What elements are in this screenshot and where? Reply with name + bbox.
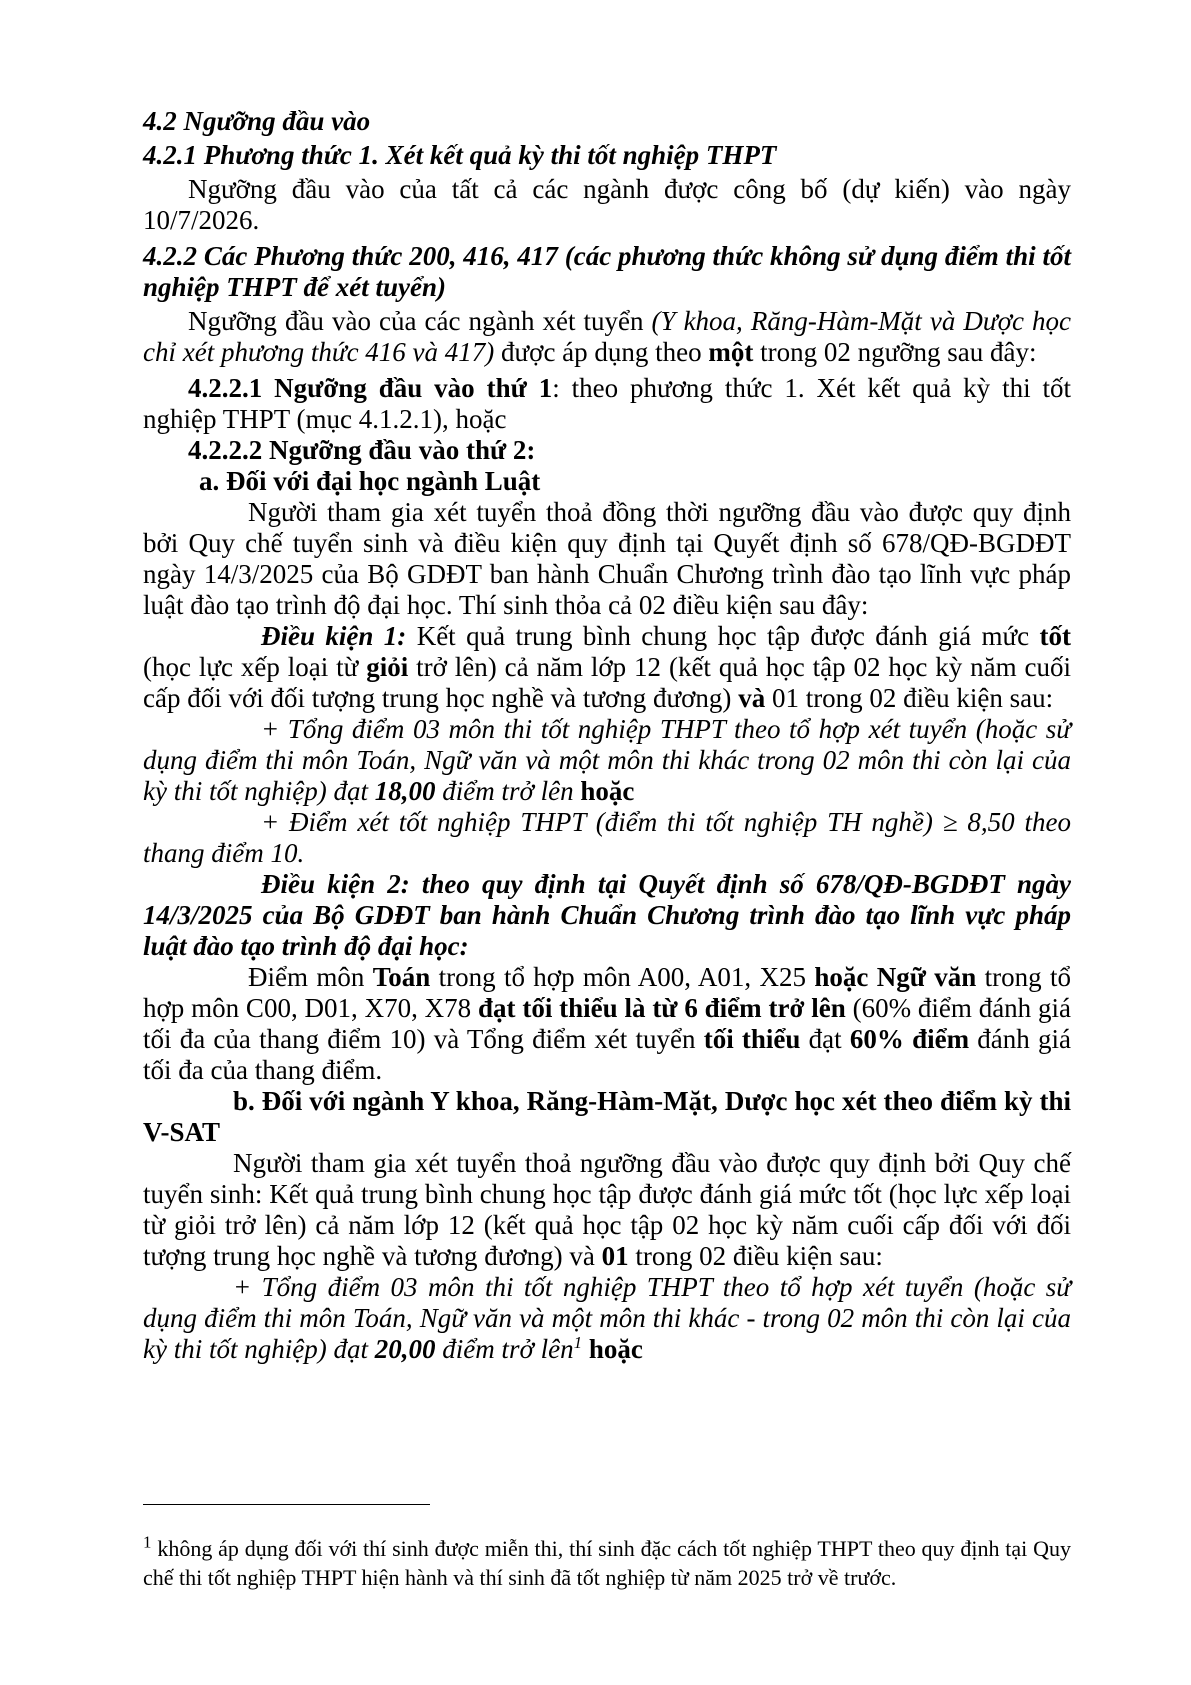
text-run: Ngưỡng đầu vào của các ngành xét tuyển bbox=[188, 306, 652, 336]
condition-1-bullet-1 bbox=[143, 714, 1071, 807]
bold-run: Toán bbox=[372, 962, 431, 992]
text-run: 01 trong 02 điều kiện sau: bbox=[765, 683, 1054, 713]
bold-run: 18,00 bbox=[374, 776, 436, 806]
bold-run: hoặc Ngữ văn bbox=[814, 962, 977, 992]
condition-2: Điều kiện 2: theo quy định tại Quyết định số 678/QĐ-BGDĐT ngày 14/3/2025 của Bộ GDĐT ban hành Chuẩn Chương trình đào tạo lĩnh vực pháp luật đào tạo trình độ đại học: bbox=[143, 869, 1071, 961]
document-page bbox=[143, 106, 1071, 1365]
text-run: trong 02 ngưỡng sau đây: bbox=[753, 337, 1037, 367]
footnote-text: không áp dụng đối với thí sinh được miễn thi, thí sinh đặc cách tốt nghiệp THPT theo quy định tại Quy chế thi tốt nghiệp THPT hiện hành và thí sinh đã tốt nghiệp từ năm 2025 trở về trước. bbox=[143, 1536, 1071, 1590]
condition-2-paragraph bbox=[143, 962, 1071, 1086]
subsection-a-heading: a. Đối với đại học ngành Luật bbox=[199, 466, 541, 496]
bold-run: hoặc bbox=[580, 776, 635, 806]
footnote-reference[interactable]: 1 bbox=[573, 1333, 583, 1352]
threshold-1-text: : theo phương thức 1. Xét kết quả kỳ thi tốt nghiệp THPT (mục 4.1.2.1), hoặc bbox=[143, 373, 1071, 434]
bold-run: giỏi bbox=[366, 652, 409, 682]
threshold-1-label: 4.2.2.1 Ngưỡng đầu vào thứ 1 bbox=[188, 373, 553, 403]
threshold-2-label: 4.2.2.2 Ngưỡng đầu vào thứ 2: bbox=[188, 435, 536, 465]
footnote bbox=[143, 1534, 1071, 1592]
footnote-separator bbox=[143, 1504, 430, 1505]
bold-run: và bbox=[738, 683, 766, 713]
text-run: điểm trở lên bbox=[435, 1334, 574, 1364]
text-run: (học lực xếp loại từ bbox=[143, 652, 367, 682]
text-run: được áp dụng theo bbox=[494, 337, 709, 367]
bold-run: tối thiểu bbox=[703, 1024, 801, 1054]
bold-run: đạt tối thiểu là từ 6 điểm trở lên bbox=[478, 993, 846, 1023]
condition-1-bullet-2: + Điểm xét tốt nghiệp THPT (điểm thi tốt nghiệp TH nghề) ≥ 8,50 theo thang điểm 10. bbox=[143, 807, 1071, 868]
text-run: + Tổng điểm 03 môn thi tốt nghiệp THPT theo tổ hợp xét tuyển (hoặc sử dụng điểm thi môn Toán, Ngữ văn và một môn thi khác - trong 02 môn thi còn lại của kỳ thi tốt nghiệp) đạt bbox=[143, 1272, 1071, 1364]
section-4-2-1-text: Ngưỡng đầu vào của tất cả các ngành được công bố (dự kiến) vào ngày 10/7/2026. bbox=[143, 174, 1071, 235]
bold-run: 01 bbox=[601, 1241, 629, 1271]
section-4-2-2-intro bbox=[143, 306, 1071, 368]
condition-1-label: Điều kiện 1: bbox=[261, 621, 407, 651]
bold-run: 60% điểm bbox=[849, 1024, 970, 1054]
bold-run: một bbox=[708, 337, 754, 367]
text-run: trở lên) cả năm lớp 12 (kết quả học tập 02 học kỳ năm cuối cấp đối với đối tượng trung học nghề và tương đương) bbox=[143, 652, 1071, 713]
text-run: trong tổ hợp môn A00, A01, X25 bbox=[430, 962, 815, 992]
text-run: (60% điểm đánh giá tối đa của thang điểm 10) và Tổng điểm xét tuyển bbox=[143, 993, 1071, 1054]
bold-run: hoặc bbox=[588, 1334, 643, 1364]
text-run: trong tổ hợp môn C00, D01, X70, X78 bbox=[143, 962, 1072, 1023]
text-run: đánh giá tối đa của thang điểm. bbox=[143, 1024, 1071, 1085]
subsection-b-bullet-1 bbox=[143, 1272, 1071, 1365]
italic-run: (Y khoa, Răng-Hàm-Mặt và Dược học chỉ xét phương thức 416 và 417) bbox=[143, 306, 1071, 367]
section-4-2-2-heading: 4.2.2 Các Phương thức 200, 416, 417 (các phương thức không sử dụng điểm thi tốt nghiệp THPT để xét tuyển) bbox=[143, 241, 1071, 302]
subsection-b-heading: b. Đối với ngành Y khoa, Răng-Hàm-Mặt, Dược học xét theo điểm kỳ thi V-SAT bbox=[143, 1086, 1071, 1147]
footnote-mark: 1 bbox=[143, 1532, 152, 1552]
condition-1 bbox=[143, 621, 1071, 714]
bold-run: tốt bbox=[1039, 621, 1071, 651]
text-run: Điểm môn bbox=[248, 962, 373, 992]
section-4-2-heading: 4.2 Ngưỡng đầu vào bbox=[143, 106, 371, 136]
threshold-1 bbox=[143, 373, 1071, 435]
text-run: trong 02 điều kiện sau: bbox=[628, 1241, 883, 1271]
bold-run: 20,00 bbox=[374, 1334, 436, 1364]
subsection-a-paragraph: Người tham gia xét tuyển thoả đồng thời ngưỡng đầu vào được quy định bởi Quy chế tuyển sinh và điều kiện quy định tại Quyết định số 678/QĐ-BGDĐT ngày 14/3/2025 của Bộ GDĐT ban hành Chuẩn Chương trình đào tạo lĩnh vực pháp luật đào tạo trình độ đại học. Thí sinh thỏa cả 02 điều kiện sau đây: bbox=[143, 497, 1071, 620]
section-4-2-1-heading: 4.2.1 Phương thức 1. Xét kết quả kỳ thi tốt nghiệp THPT bbox=[143, 140, 777, 170]
text-run: Kết quả trung bình chung học tập được đánh giá mức bbox=[406, 621, 1040, 651]
text-run: Người tham gia xét tuyển thoả ngưỡng đầu vào được quy định bởi Quy chế tuyển sinh: Kết quả trung bình chung học tập được đánh giá mức tốt (học lực xếp loại từ giỏi trở lên) cả năm lớp 12 (kết quả học tập 02 học kỳ năm cuối cấp đối với đối tượng trung học nghề và tương đương) và bbox=[143, 1148, 1071, 1271]
text-run: + Tổng điểm 03 môn thi tốt nghiệp THPT theo tổ hợp xét tuyển (hoặc sử dụng điểm thi môn Toán, Ngữ văn và một môn thi khác trong 02 môn thi còn lại của kỳ thi tốt nghiệp) đạt bbox=[143, 714, 1071, 806]
text-run: điểm trở lên bbox=[435, 776, 581, 806]
text-run: đạt bbox=[800, 1024, 850, 1054]
subsection-b-paragraph bbox=[143, 1148, 1071, 1272]
